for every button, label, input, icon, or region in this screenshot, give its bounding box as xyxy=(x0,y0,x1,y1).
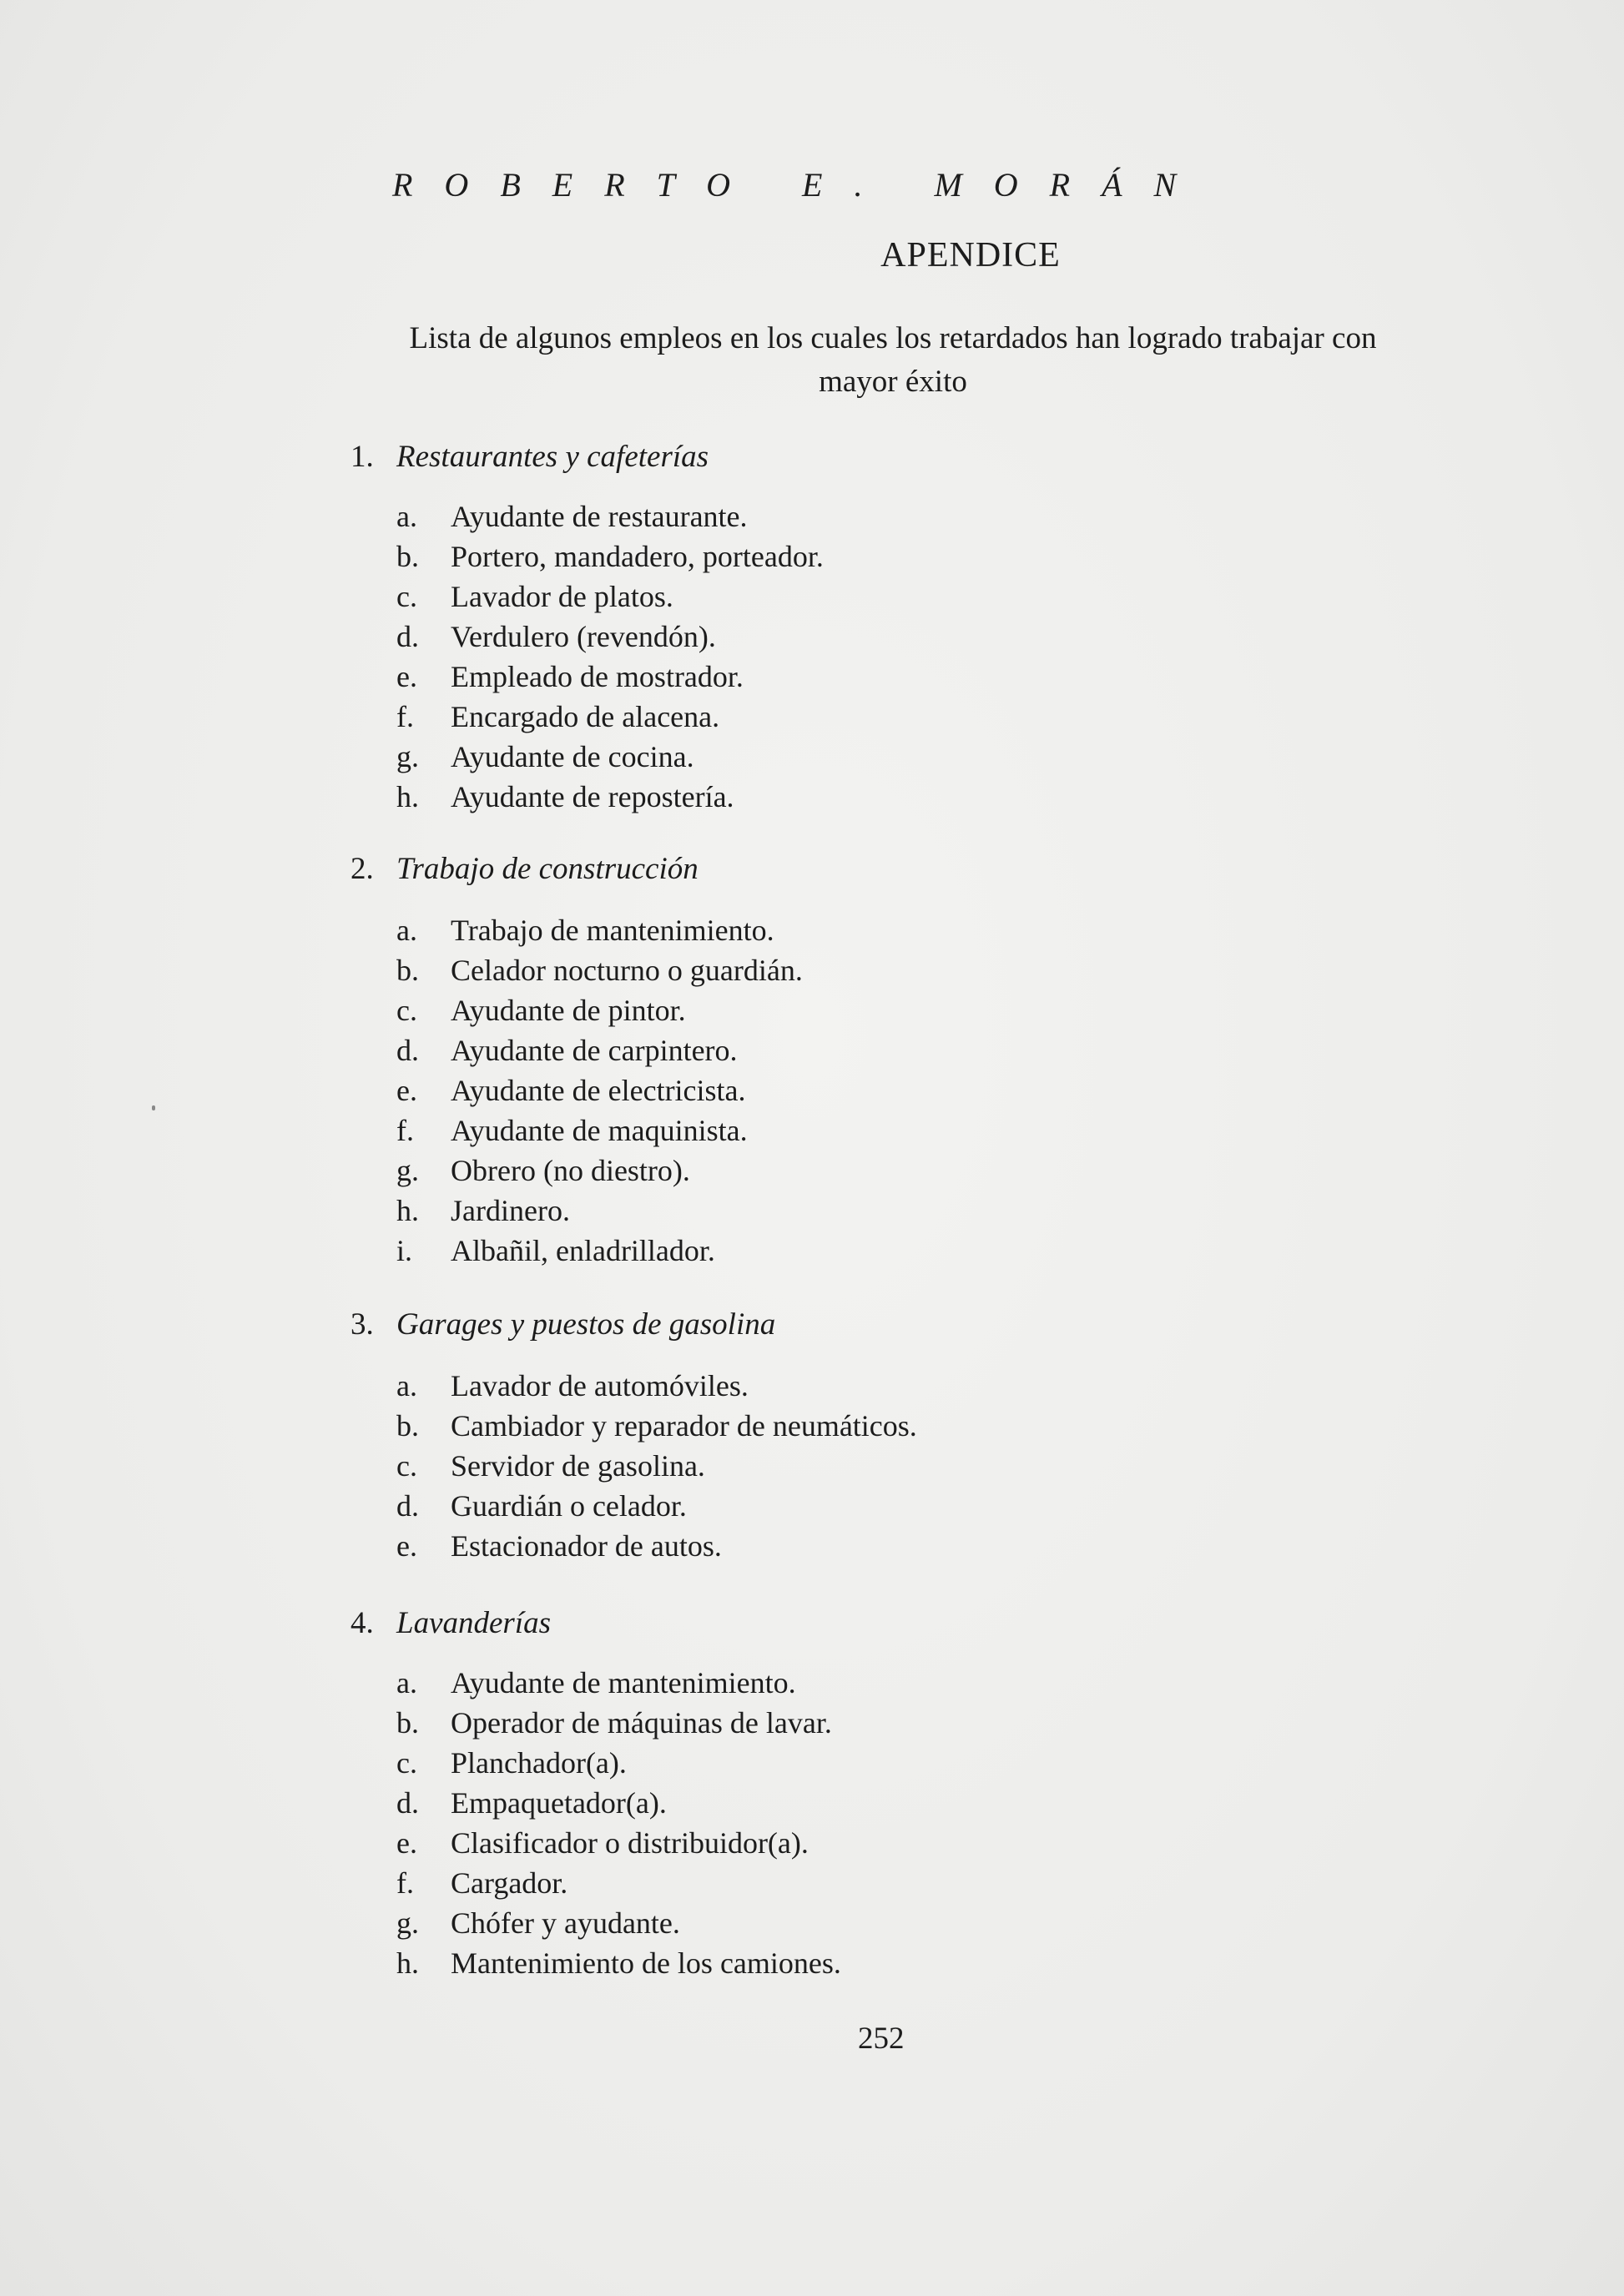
item-text: Ayudante de pintor. xyxy=(451,994,686,1027)
item-letter: f. xyxy=(396,1114,414,1147)
list-item xyxy=(396,953,803,988)
list-item xyxy=(396,1193,570,1228)
list-item xyxy=(396,1113,748,1148)
item-text: Operador de máquinas de lavar. xyxy=(451,1706,832,1740)
section-heading xyxy=(351,1605,551,1641)
item-text: Ayudante de repostería. xyxy=(451,780,734,813)
list-item xyxy=(396,1745,627,1780)
section-heading xyxy=(351,439,709,475)
item-letter: f. xyxy=(396,700,414,733)
list-item xyxy=(396,619,716,654)
appendix-subtitle: Lista de algunos empleos en los cuales los retardados han logrado trabajar con mayor éxito xyxy=(409,321,1377,399)
item-text: Empaquetador(a). xyxy=(451,1786,667,1820)
scan-speck xyxy=(152,1105,155,1110)
item-letter: e. xyxy=(396,1529,417,1563)
item-text: Servidor de gasolina. xyxy=(451,1449,705,1483)
item-letter: e. xyxy=(396,1074,417,1107)
item-letter: d. xyxy=(396,1489,419,1523)
list-item xyxy=(396,779,734,814)
list-item xyxy=(396,699,719,734)
section-name: Restaurantes y cafeterías xyxy=(396,440,709,474)
item-letter: c. xyxy=(396,1746,417,1780)
item-letter: a. xyxy=(396,1369,417,1402)
section-name: Trabajo de construcción xyxy=(396,852,699,886)
item-letter: e. xyxy=(396,660,417,693)
list-item xyxy=(396,499,748,534)
item-text: Ayudante de restaurante. xyxy=(451,500,748,533)
item-text: Lavador de platos. xyxy=(451,580,673,613)
item-text: Chófer y ayudante. xyxy=(451,1906,680,1940)
item-letter: a. xyxy=(396,914,417,947)
item-text: Clasificador o distribuidor(a). xyxy=(451,1826,809,1860)
item-text: Mantenimiento de los camiones. xyxy=(451,1946,841,1980)
item-letter: c. xyxy=(396,994,417,1027)
item-letter: h. xyxy=(396,1194,419,1227)
item-letter: b. xyxy=(396,954,419,987)
running-head: ROBERTO E. MORÁN xyxy=(392,166,1208,204)
item-letter: c. xyxy=(396,580,417,613)
item-text: Encargado de alacena. xyxy=(451,700,720,733)
list-item xyxy=(396,579,673,614)
item-letter: b. xyxy=(396,540,419,573)
item-letter: c. xyxy=(396,1449,417,1483)
item-letter: b. xyxy=(396,1706,419,1740)
section-heading xyxy=(351,1307,775,1342)
item-text: Ayudante de carpintero. xyxy=(451,1034,738,1067)
section-number: 2. xyxy=(351,852,374,886)
list-item xyxy=(396,1946,841,1981)
section-name: Garages y puestos de gasolina xyxy=(396,1307,776,1342)
item-letter: g. xyxy=(396,740,419,773)
item-letter: g. xyxy=(396,1906,419,1940)
list-item xyxy=(396,1408,917,1443)
list-item xyxy=(396,1488,687,1523)
item-text: Jardinero. xyxy=(451,1194,570,1227)
item-text: Cambiador y reparador de neumáticos. xyxy=(451,1409,917,1443)
list-item xyxy=(396,1368,749,1403)
list-item xyxy=(396,1233,715,1268)
list-item xyxy=(396,1866,567,1901)
list-item xyxy=(396,739,694,774)
list-item xyxy=(396,913,774,948)
item-text: Ayudante de mantenimiento. xyxy=(451,1666,796,1699)
item-text: Planchador(a). xyxy=(451,1746,627,1780)
section-number: 3. xyxy=(351,1307,374,1342)
item-letter: f. xyxy=(396,1866,414,1900)
list-item xyxy=(396,1153,690,1188)
item-letter: d. xyxy=(396,1786,419,1820)
list-item xyxy=(396,1825,809,1860)
item-letter: a. xyxy=(396,1666,417,1699)
item-text: Portero, mandadero, porteador. xyxy=(451,540,824,573)
section-heading xyxy=(351,851,699,887)
item-letter: d. xyxy=(396,1034,419,1067)
list-item xyxy=(396,1448,705,1483)
section-number: 4. xyxy=(351,1606,374,1640)
item-letter: i. xyxy=(396,1234,413,1267)
list-item xyxy=(396,1528,722,1563)
list-item xyxy=(396,539,824,574)
item-letter: h. xyxy=(396,780,419,813)
item-letter: e. xyxy=(396,1826,417,1860)
item-text: Empleado de mostrador. xyxy=(451,660,744,693)
item-text: Estacionador de autos. xyxy=(451,1529,722,1563)
item-text: Albañil, enladrillador. xyxy=(451,1234,715,1267)
item-letter: a. xyxy=(396,500,417,533)
section-name: Lavanderías xyxy=(396,1606,551,1640)
item-text: Celador nocturno o guardián. xyxy=(451,954,803,987)
item-text: Ayudante de electricista. xyxy=(451,1074,746,1107)
list-item xyxy=(396,1665,796,1700)
list-item xyxy=(396,659,744,694)
list-item xyxy=(396,1705,832,1740)
item-text: Lavador de automóviles. xyxy=(451,1369,749,1402)
list-item xyxy=(396,1073,746,1108)
item-text: Ayudante de cocina. xyxy=(451,740,694,773)
list-item xyxy=(396,1033,738,1068)
item-text: Verdulero (revendón). xyxy=(451,620,716,653)
item-letter: h. xyxy=(396,1946,419,1980)
item-text: Obrero (no diestro). xyxy=(451,1154,690,1187)
list-item xyxy=(396,993,686,1028)
list-item xyxy=(396,1906,680,1941)
section-number: 1. xyxy=(351,440,374,474)
item-letter: g. xyxy=(396,1154,419,1187)
list-item xyxy=(396,1785,667,1820)
item-text: Guardián o celador. xyxy=(451,1489,687,1523)
appendix-title: APENDICE xyxy=(880,236,1061,274)
page-number: 252 xyxy=(858,2022,905,2056)
item-letter: d. xyxy=(396,620,419,653)
item-letter: b. xyxy=(396,1409,419,1443)
item-text: Trabajo de mantenimiento. xyxy=(451,914,774,947)
item-text: Ayudante de maquinista. xyxy=(451,1114,748,1147)
item-text: Cargador. xyxy=(451,1866,568,1900)
